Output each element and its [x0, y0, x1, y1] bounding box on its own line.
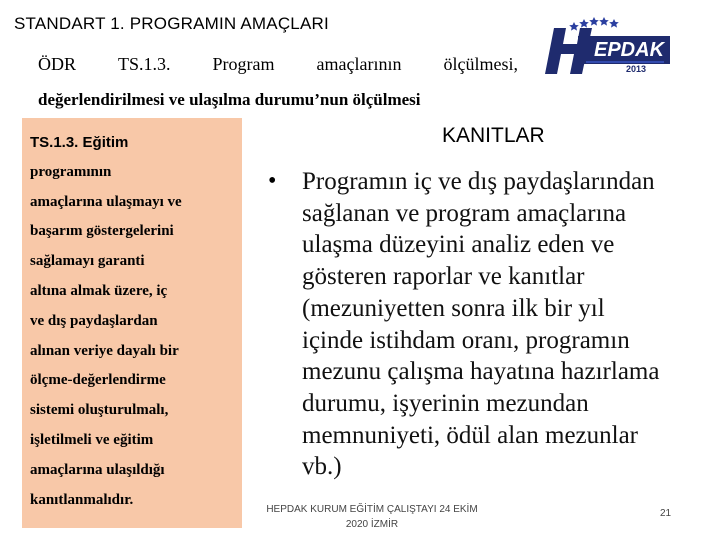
subtitle-word: ÖDR — [38, 54, 77, 74]
logo-text: EPDAK — [594, 39, 665, 61]
subtitle-word: amaçlarının — [316, 54, 402, 74]
subtitle-word: Program — [212, 54, 275, 74]
logo-stars — [569, 17, 619, 31]
subtitle-line-2: değerlendirilmesi ve ulaşılma durumu’nun ölçülmesi — [38, 90, 421, 109]
hepdak-logo — [544, 14, 672, 76]
footer-text: HEPDAK KURUM EĞİTİM ÇALIŞTAYI 24 EKİM 2020 İZMİR — [266, 504, 478, 530]
subtitle-line-1 — [38, 54, 518, 75]
evidence-text: Programın iç ve dış paydaşlarından sağlanan ve program amaçlarına ulaşma düzeyini analiz eden ve gösteren raporlar ve kanıtlar (mezuniyetten sonra ilk bir yıl içinde istihdam oranı, programın mezunu çalışma hayatına hazırlama durumu, işyerinin mezundan memnuniyeti, ödül alan mezunlar vb.) — [302, 168, 660, 481]
requirement-text: programının amaçlarına ulaşmayı ve başarım göstergelerini sağlamayı garanti altına almak üzere, iç ve dış paydaşlardan alınan veriye dayalı bir ölçme-değerlendirme sistemi oluşturulmalı, işletilmeli ve eğitim amaçlarına ulaşıldığı kanıtlanmalıdır. — [30, 163, 182, 508]
bullet-icon: • — [268, 168, 277, 194]
slide-title: STANDART 1. PROGRAMIN AMAÇLARI — [14, 14, 329, 33]
page-number: 21 — [660, 508, 672, 519]
subtitle-word: ölçülmesi, — [443, 54, 518, 74]
requirement-first-line: TS.1.3. Eğitim — [30, 134, 129, 151]
logo-year: 2013 — [626, 64, 647, 74]
evidence-heading: KANITLAR — [442, 124, 545, 147]
subtitle-word: TS.1.3. — [118, 54, 171, 74]
evidence-bullet-item — [268, 166, 708, 483]
requirement-panel — [22, 118, 242, 528]
